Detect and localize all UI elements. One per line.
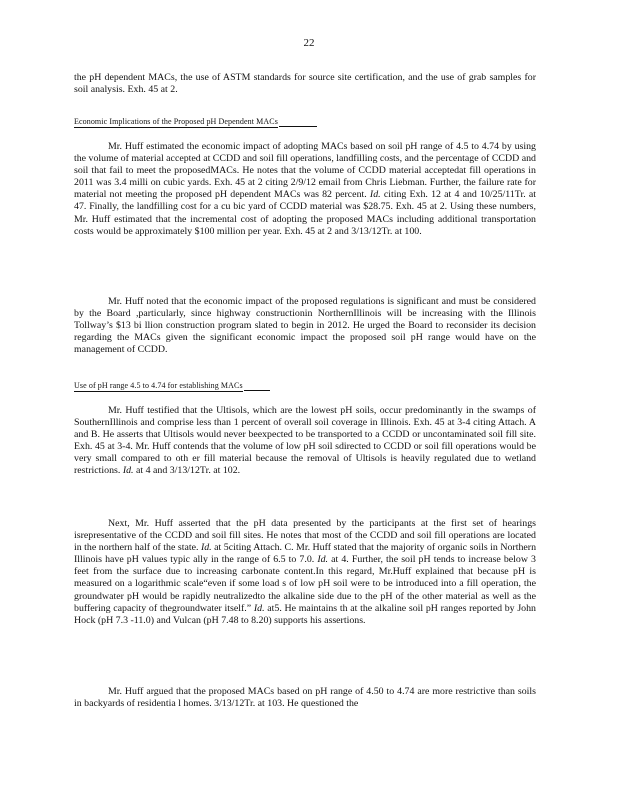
paragraph-text: Mr. Huff noted that the economic impact of the proposed regulations is significant and must be considered by the Board ,particularly, since highway constructionin NorthernIllinois will be increasing with the Illinois Tollway’s $13 bi llion construction program slated to begin in 2012. He urged the Board to reconsider its decision regarding the MACs given the significant economic impact the proposed soil pH range would have on the management of CCDD.	[74, 296, 536, 356]
section-heading-economic	[74, 117, 317, 127]
paragraph-text: at 4. Further, the soil pH tends to increase below 3 feet from the surface due to increasing carbonate content.In this regard, Mr.Huff explained that because pH is measured on a logarithmic scale“even if some load s of low pH soil were to be introduced into a fill operation, the groundwater pH would be rapidly neutralizedto the alkaline side due to the pH of the other material as well as the buffering capacity of thegroundwater itself.”	[74, 554, 536, 614]
citation-id: Id.	[369, 189, 381, 201]
paragraph-text: at5. He maintains th at the alkaline soil pH ranges reported by John Hock (pH 7.3 -11.0) and Vulcan (pH 7.48 to 8.20) supports his assertions.	[74, 602, 536, 626]
intro-paragraph	[74, 72, 536, 96]
paragraph-ph-data	[74, 518, 536, 627]
paragraph-economic-estimate	[74, 141, 536, 238]
paragraph-text: Mr. Huff estimated the economic impact of adopting MACs based on soil pH range of 4.5 to 4.74 by using the volume of material accepted at CCDD and soil fill operations, landfilling costs, and the percentage of CCDD and soil that fail to meet the proposedMACs. He notes that the volume of CCDD material acceptedat fill operations in 2011 was 3.4 milli on cubic yards. Exh. 45 at 2 citing 2/9/12 email from Chris Liebman. Further, the failure rate for material not meeting the proposed pH dependent MACs was 82 percent.	[74, 141, 536, 201]
paragraph-economic-impact	[74, 296, 536, 356]
intro-paragraph-text: the pH dependent MACs, the use of ASTM standards for source site certification, and the use of grab samples for soil analysis. Exh. 45 at 2.	[74, 72, 536, 96]
citation-id: Id.	[253, 602, 265, 614]
citation-id: Id.	[200, 542, 212, 554]
paragraph-text: citing Exh. 12 at 4 and 10/25/11Tr. at 47. Finally, the landfilling cost for a cu bic yard of CCDD material was $28.75. Exh. 45 at 2. Using these numbers, Mr. Huff estimated that the incremental cost of adopting the proposed MACs including additional transportation costs would be approximately $100 million per year. Exh. 45 at 2 and 3/13/12Tr. at 100.	[74, 189, 537, 237]
section-heading-ph-range	[74, 381, 270, 391]
paragraph-text: at 4 and 3/13/12Tr. at 102.	[136, 465, 241, 477]
heading-underline-tail	[279, 126, 317, 127]
paragraph-text: Next, Mr. Huff asserted that the pH data presented by the participants at the first set of hearings isrepresentative of the CCDD and soil fill sites. He notes that most of the CCDD and soil fill operations are located in the northern half of the state.	[74, 518, 536, 554]
section-heading-ph-range-text: Use of pH range 4.5 to 4.74 for establishing MACs	[74, 381, 243, 390]
citation-id: Id.	[317, 554, 329, 566]
paragraph-text: Mr. Huff argued that the proposed MACs based on pH range of 4.50 to 4.74 are more restrictive than soils in backyards of residentia l homes. 3/13/12Tr. at 103. He questioned the	[74, 686, 536, 710]
page-number: 22	[303, 37, 315, 49]
citation-id: Id.	[122, 465, 134, 477]
paragraph-text: Mr. Huff testified that the Ultisols, which are the lowest pH soils, occur predominantly in the swamps of SouthernIllinois and comprise less than 1 percent of overall soil coverage in Illinois. Exh. 45 at 3-4 citing Attach. A and B. He asserts that Ultisols would never beexpected to be transported to a CCDD or uncontaminated soil fill site. Exh. 45 at 3-4. Mr. Huff contends that the volume of low pH soil sdirected to CCDD or soil fill operations would be very small compared to oth er fill material because the removal of Ultisols is heavily regulated due to wetland restrictions.	[74, 405, 536, 477]
paragraph-text: at 5citing Attach. C. Mr. Huff stated that the majority of organic soils in Northern Illinois have pH values typic ally in the range of 6.5 to 7.0.	[74, 542, 537, 566]
paragraph-ultisols	[74, 405, 536, 478]
paragraph-restrictive	[74, 686, 536, 710]
heading-underline-tail	[244, 390, 270, 391]
section-heading-economic-text: Economic Implications of the Proposed pH Dependent MACs	[74, 117, 278, 126]
